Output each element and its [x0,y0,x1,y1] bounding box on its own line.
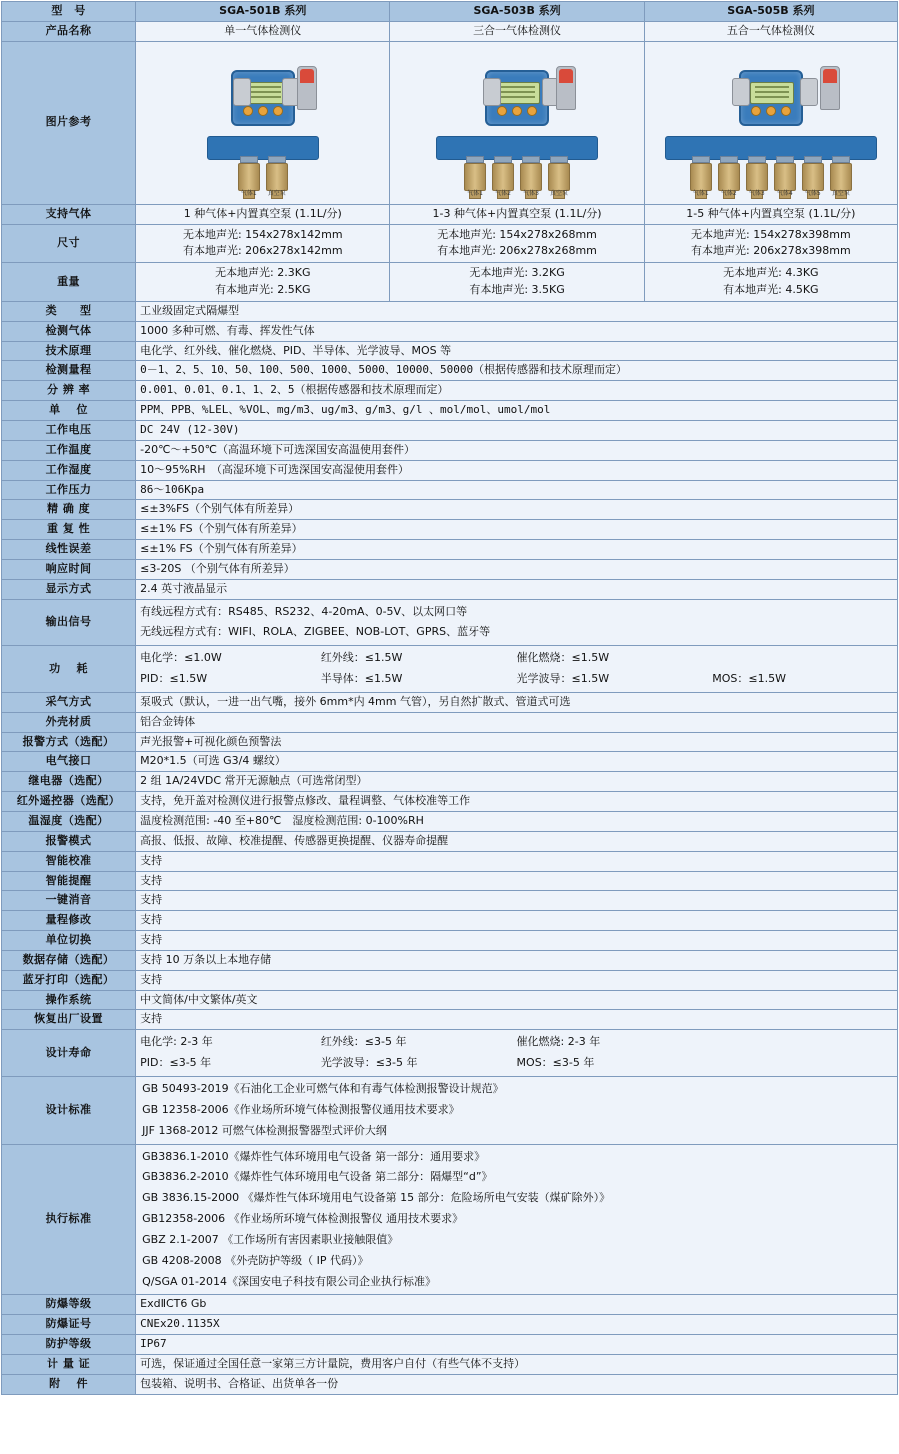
row-label-metrology-cert: 计 量 证 [2,1354,136,1374]
model-505b: SGA-505B 系列 [644,2,897,22]
row-label-os: 操作系统 [2,990,136,1010]
life-mos: MOS：≤3-5 年 [516,1056,595,1070]
pump-label: 真空泵 [831,189,850,197]
row-label-data-storage: 数据存储（选配） [2,950,136,970]
row-value-type: 工业级固定式隔爆型 [136,301,898,321]
power-electrochemical: 电化学：≤1.0W [140,651,222,665]
design-standard-line: JJF 1368-2012 可燃气体检测报警器型式评价大纲 [142,1123,387,1137]
row-label-image-reference: 图片参考 [2,41,136,204]
row-label-ex-cert-no: 防爆证号 [2,1315,136,1335]
row-value-sampling: 泵吸式（默认，一进一出气嘴，接外 6mm*内 4mm 气管），另自然扩散式、管道式可选 [136,692,898,712]
row-label-bluetooth-print: 蓝牙打印（选配） [2,970,136,990]
left-cap-icon [732,78,750,106]
exec-standard-line: GB12358-2006 《作业场所环境气体检测报警仪 通用技术要求》 [142,1212,464,1226]
specification-table [1,1,898,1395]
design-standard-line: GB 50493-2019《石油化工企业可燃气体和有毒气体检测报警设计规范》 [142,1081,504,1095]
table-row-unit-switch [2,931,898,951]
row-value-metrology-cert: 可选，保证通过全国任意一家第三方计量院，费用客户自付（有些气体不支持） [136,1354,898,1374]
support-gas-501b: 1 种气体+内置真空泵 (1.1L/分) [136,204,390,224]
row-label-sampling: 采气方式 [2,692,136,712]
table-row-range [2,361,898,381]
pump-label: 气体1 [692,189,709,197]
life-electrochemical: 电化学: 2-3 年 [140,1035,213,1049]
table-row-alarm-modes [2,831,898,851]
pump-label: 气体2 [495,189,511,197]
row-value-alarm-mode-option: 声光报警+可视化颜色预警法 [136,732,898,752]
row-value-work-humidity: 10～95%RH （高湿环境下可选深国安高湿使用套件） [136,460,898,480]
size-no-alarm: 无本地声光: 154x278x268mm [437,227,597,241]
life-pid: PID：≤3-5 年 [140,1056,212,1070]
weight-with-alarm: 有本地声光: 4.5KG [723,283,819,297]
row-value-work-pressure: 86～106Kpa [136,480,898,500]
power-catalytic: 催化燃烧：≤1.5W [516,651,610,665]
row-label-type: 类 型 [2,301,136,321]
table-row-exec-standard [2,1144,898,1295]
exec-standard-line: Q/SGA 01-2014《深国安电子科技有限公司企业执行标准》 [142,1274,436,1288]
row-value-bluetooth-print: 支持 [136,970,898,990]
pump-labels-1 [140,190,385,198]
weight-no-alarm: 无本地声光: 2.3KG [215,266,311,280]
knob-group-icon [243,106,283,116]
table-row-tech-principle [2,341,898,361]
display-screen-icon [496,82,540,104]
row-value-detect-gas: 1000 多种可燃、有毒、挥发性气体 [136,321,898,341]
row-value-output-signal [136,599,898,646]
table-row-power [2,646,898,693]
support-gas-503b: 1-3 种气体+内置真空泵 (1.1L/分) [390,204,644,224]
row-label-ip-grade: 防护等级 [2,1335,136,1355]
size-with-alarm: 有本地声光: 206x278x142mm [182,244,343,258]
row-value-electrical-interface: M20*1.5（可选 G3/4 螺纹） [136,752,898,772]
row-value-work-temp: -20℃～+50℃（高温环境下可选深国安高温使用套件） [136,440,898,460]
life-blank [712,1035,893,1050]
pump-label: 气体2 [720,189,737,197]
row-label-design-standard: 设计标准 [2,1076,136,1144]
life-blank2 [712,1056,893,1071]
support-gas-505b: 1-5 种气体+内置真空泵 (1.1L/分) [644,204,897,224]
pump-label: 真空泵 [550,189,569,197]
row-label-work-temp: 工作温度 [2,440,136,460]
product-image-503b [390,41,644,204]
table-row-housing [2,712,898,732]
left-cap-icon [483,78,501,106]
pump-label: 气体3 [748,189,765,197]
row-value-range: 0－1、2、5、10、50、100、500、1000、5000、10000、50000（根据传感器和技术原理而定） [136,361,898,381]
pump-labels-3 [394,190,639,198]
row-label-unit: 单 位 [2,401,136,421]
model-503b: SGA-503B 系列 [390,2,644,22]
row-value-ip-grade: IP67 [136,1335,898,1355]
row-label-resolution: 分 辨 率 [2,381,136,401]
row-label-repeatability: 重 复 性 [2,520,136,540]
life-catalytic: 催化燃烧: 2-3 年 [516,1035,601,1049]
exec-standard-line: GBZ 2.1-2007 《工作场所有害因素职业接触限值》 [142,1232,399,1246]
power-semiconductor: 半导体：≤1.5W [320,672,403,686]
row-label-accuracy: 精 确 度 [2,500,136,520]
row-label-electrical-interface: 电气接口 [2,752,136,772]
table-row-unit [2,401,898,421]
table-row-temp-humidity [2,812,898,832]
weight-505b [644,263,897,302]
row-value-resolution: 0.001、0.01、0.1、1、2、5（根据传感器和技术原理而定） [136,381,898,401]
exec-standard-line: GB3836.1-2010《爆炸性气体环境用电气设备 第一部分：通用要求》 [142,1149,486,1163]
table-row-work-humidity [2,460,898,480]
row-value-factory-reset: 支持 [136,1010,898,1030]
table-row-sampling [2,692,898,712]
size-no-alarm: 无本地声光: 154x278x398mm [691,227,851,241]
table-row-work-pressure [2,480,898,500]
row-label-one-key-mute: 一键消音 [2,891,136,911]
exec-standard-line: GB3836.2-2010《爆炸性气体环境用电气设备 第二部分：隔爆型“d”》 [142,1170,493,1184]
alarm-beacon-icon [297,66,317,110]
row-value-unit: PPM、PPB、%LEL、%VOL、mg/m3、ug/m3、g/m3、g/l 、mol/mol、umol/mol [136,401,898,421]
row-label-work-pressure: 工作压力 [2,480,136,500]
output-wireless: 无线远程方式有：WIFI、ROLA、ZIGBEE、NOB-LOT、GPRS、蓝牙等 [140,625,491,639]
table-row-ip-grade [2,1335,898,1355]
table-row-bluetooth-print [2,970,898,990]
table-row-type [2,301,898,321]
table-row-relay [2,772,898,792]
row-value-ex-cert-no: CNEx20.1135X [136,1315,898,1335]
row-value-smart-reminder: 支持 [136,871,898,891]
weight-with-alarm: 有本地声光: 2.5KG [215,283,311,297]
row-label-linear-error: 线性误差 [2,540,136,560]
table-row-alarm-mode-option [2,732,898,752]
product-name-505b: 五合一气体检测仪 [644,21,897,41]
product-name-501b: 单一气体检测仪 [136,21,390,41]
display-screen-icon [750,82,794,104]
row-value-repeatability: ≤±1% FS（个别气体有所差异） [136,520,898,540]
row-label-weight: 重量 [2,263,136,302]
row-value-tech-principle: 电化学、红外线、催化燃烧、PID、半导体、光学波导、MOS 等 [136,341,898,361]
table-row-one-key-mute [2,891,898,911]
exec-standard-line: GB 3836.15-2000 《爆炸性气体环境用电气设备第 15 部分：危险场所电气安装（煤矿除外）》 [142,1191,611,1205]
product-name-503b: 三合一气体检测仪 [390,21,644,41]
weight-no-alarm: 无本地声光: 3.2KG [469,266,565,280]
table-row-metrology-cert [2,1354,898,1374]
power-pid: PID：≤1.5W [140,672,208,686]
row-value-smart-calibration: 支持 [136,851,898,871]
row-label-support-gas: 支持气体 [2,204,136,224]
row-label-accessories: 附 件 [2,1374,136,1394]
right-cap-icon [800,78,818,106]
table-row-response-time [2,559,898,579]
row-label-power: 功 耗 [2,646,136,693]
table-row-smart-reminder [2,871,898,891]
row-label-unit-switch: 单位切换 [2,931,136,951]
pump-label: 气体4 [776,189,793,197]
table-row-linear-error [2,540,898,560]
row-value-voltage: DC 24V (12-30V) [136,420,898,440]
row-label-display: 显示方式 [2,579,136,599]
table-row-voltage [2,420,898,440]
power-blank [712,651,893,666]
row-value-os: 中文简体/中文繁体/英文 [136,990,898,1010]
product-image-505b [644,41,897,204]
alarm-beacon-icon [556,66,576,110]
row-value-data-storage: 支持 10 万条以上本地存储 [136,950,898,970]
row-label-output-signal: 输出信号 [2,599,136,646]
row-value-design-life [136,1030,898,1077]
table-row-weight [2,263,898,302]
size-with-alarm: 有本地声光: 206x278x398mm [691,244,851,258]
row-label-factory-reset: 恢复出厂设置 [2,1010,136,1030]
life-infrared: 红外线：≤3-5 年 [320,1035,407,1049]
table-row-resolution [2,381,898,401]
row-label-alarm-mode-option: 报警方式（选配） [2,732,136,752]
row-value-ex-grade: ExdⅡCT6 Gb [136,1295,898,1315]
table-row-ir-remote [2,792,898,812]
table-row-repeatability [2,520,898,540]
row-label-ir-remote: 红外遥控器（选配） [2,792,136,812]
row-label-detect-gas: 检测气体 [2,321,136,341]
row-value-display: 2.4 英寸液晶显示 [136,579,898,599]
row-label-range-edit: 量程修改 [2,911,136,931]
row-label-work-humidity: 工作湿度 [2,460,136,480]
table-row-design-standard [2,1076,898,1144]
row-label-smart-reminder: 智能提醒 [2,871,136,891]
left-cap-icon [233,78,251,106]
size-no-alarm: 无本地声光: 154x278x142mm [182,227,343,241]
size-with-alarm: 有本地声光: 206x278x268mm [437,244,597,258]
pump-label: 气体3 [523,189,539,197]
row-label-ex-grade: 防爆等级 [2,1295,136,1315]
weight-no-alarm: 无本地声光: 4.3KG [723,266,819,280]
row-label-smart-calibration: 智能校准 [2,851,136,871]
row-value-one-key-mute: 支持 [136,891,898,911]
table-row-electrical-interface [2,752,898,772]
model-501b: SGA-501B 系列 [136,2,390,22]
weight-with-alarm: 有本地声光: 3.5KG [469,283,565,297]
row-value-accessories: 包装箱、说明书、合格证、出货单各一份 [136,1374,898,1394]
pump-label: 真空泵 [267,189,286,197]
row-value-power [136,646,898,693]
row-value-linear-error: ≤±1% FS（个别气体有所差异） [136,540,898,560]
knob-group-icon [751,106,791,116]
table-row-detect-gas [2,321,898,341]
row-value-ir-remote: 支持，免开盖对检测仪进行报警点修改、量程调整、气体校准等工作 [136,792,898,812]
pump-label: 气体1 [240,189,257,197]
knob-group-icon [497,106,537,116]
row-label-tech-principle: 技术原理 [2,341,136,361]
weight-501b [136,263,390,302]
power-infrared: 红外线：≤1.5W [320,651,403,665]
size-501b [136,224,390,263]
weight-503b [390,263,644,302]
row-label-model: 型 号 [2,2,136,22]
table-row-accessories [2,1374,898,1394]
table-row-image-reference [2,41,898,204]
row-value-response-time: ≤3-20S （个别气体有所差异） [136,559,898,579]
product-image-501b [136,41,390,204]
row-label-temp-humidity: 温湿度（选配） [2,812,136,832]
row-value-relay: 2 组 1A/24VDC 常开无源触点（可选常闭型） [136,772,898,792]
table-row-smart-calibration [2,851,898,871]
table-row-accuracy [2,500,898,520]
row-label-product-name: 产品名称 [2,21,136,41]
row-label-response-time: 响应时间 [2,559,136,579]
table-row-model [2,2,898,22]
table-row-range-edit [2,911,898,931]
row-label-exec-standard: 执行标准 [2,1144,136,1295]
table-row-data-storage [2,950,898,970]
table-row-product-name [2,21,898,41]
table-row-display [2,579,898,599]
size-503b [390,224,644,263]
row-value-design-standard [136,1076,898,1144]
table-row-size [2,224,898,263]
design-standard-line: GB 12358-2006《作业场所环境气体检测报警仪通用技术要求》 [142,1102,460,1116]
table-row-design-life [2,1030,898,1077]
row-value-housing: 铝合金铸体 [136,712,898,732]
row-value-accuracy: ≤±3%FS（个别气体有所差异） [136,500,898,520]
row-label-size: 尺寸 [2,224,136,263]
table-row-os [2,990,898,1010]
table-row-factory-reset [2,1010,898,1030]
pump-label: 气体5 [804,189,821,197]
output-wired: 有线远程方式有：RS485、RS232、4-20mA、0-5V、以太网口等 [140,604,468,618]
power-mos: MOS：≤1.5W [712,672,786,686]
size-505b [644,224,897,263]
pump-label: 气体1 [467,189,483,197]
life-optical: 光学波导：≤3-5 年 [320,1056,418,1070]
row-value-range-edit: 支持 [136,911,898,931]
row-label-alarm-modes: 报警模式 [2,831,136,851]
row-value-temp-humidity: 温度检测范围: -40 至+80℃ 湿度检测范围: 0-100%RH [136,812,898,832]
table-row-ex-grade [2,1295,898,1315]
table-row-support-gas [2,204,898,224]
row-value-alarm-modes: 高报、低报、故障、校准提醒、传感器更换提醒、仪器寿命提醒 [136,831,898,851]
alarm-beacon-icon [820,66,840,110]
row-label-relay: 继电器（选配） [2,772,136,792]
row-label-range: 检测量程 [2,361,136,381]
row-value-exec-standard [136,1144,898,1295]
exec-standard-line: GB 4208-2008 《外壳防护等级（ IP 代码）》 [142,1253,369,1267]
pump-labels-5 [649,190,893,198]
row-label-voltage: 工作电压 [2,420,136,440]
row-label-housing: 外壳材质 [2,712,136,732]
table-row-output-signal [2,599,898,646]
power-optical: 光学波导：≤1.5W [516,672,610,686]
row-label-design-life: 设计寿命 [2,1030,136,1077]
row-value-unit-switch: 支持 [136,931,898,951]
table-row-work-temp [2,440,898,460]
table-row-ex-cert-no [2,1315,898,1335]
